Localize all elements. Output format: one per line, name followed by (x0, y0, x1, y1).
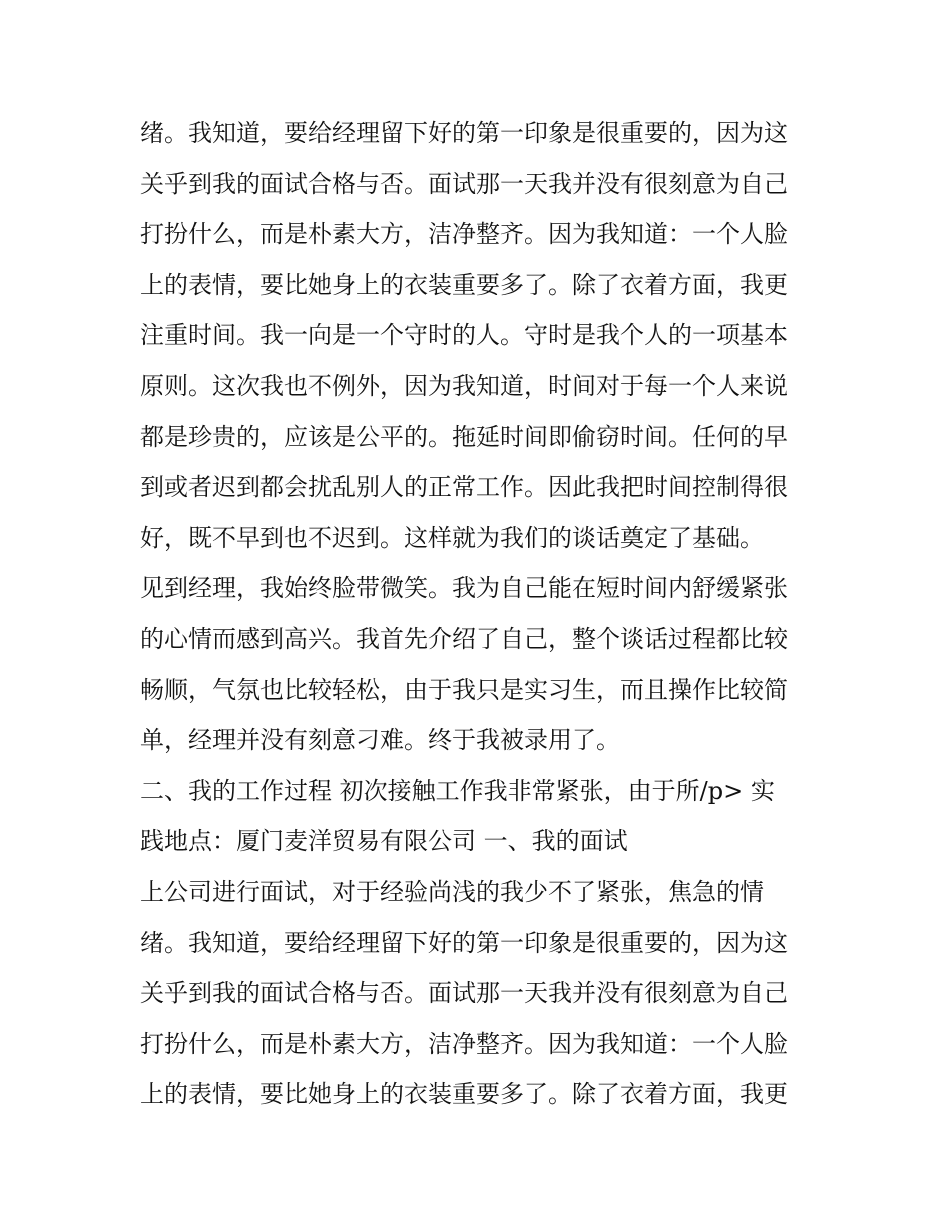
text-line-20: 上的表情，要比她身上的衣装重要多了。除了衣着方面，我更 (140, 1080, 788, 1109)
text-line-17: 绪。我知道，要给经理留下好的第一印象是很重要的，因为这 (140, 928, 788, 957)
text-line-16: 上公司进行面试，对于经验尚浅的我少不了紧张，焦急的情 (140, 877, 764, 906)
text-line-6: 原则。这次我也不例外，因为我知道，时间对于每一个人来说 (140, 371, 788, 400)
text-line-19: 打扮什么，而是朴素大方，洁净整齐。因为我知道：一个人脸 (140, 1029, 788, 1058)
text-line-13: 单，经理并没有刻意刁难。终于我被录用了。 (140, 726, 620, 755)
text-line-14: 二、我的工作过程 初次接触工作我非常紧张，由于所/p> 实 (140, 776, 775, 805)
text-line-1: 绪。我知道，要给经理留下好的第一印象是很重要的，因为这 (140, 119, 788, 147)
text-line-11: 的心情而感到高兴。我首先介绍了自己，整个谈话过程都比较 (140, 624, 788, 653)
text-line-7: 都是珍贵的，应该是公平的。拖延时间即偷窃时间。任何的早 (140, 422, 788, 451)
text-line-18: 关乎到我的面试合格与否。面试那一天我并没有很刻意为自己 (140, 979, 788, 1008)
text-line-5: 注重时间。我一向是一个守时的人。守时是我个人的一项基本 (140, 321, 788, 350)
text-line-15: 践地点：厦门麦洋贸易有限公司 一、我的面试 (140, 827, 628, 856)
document-body (140, 108, 820, 1120)
text-line-4: 上的表情，要比她身上的衣装重要多了。除了衣着方面，我更 (140, 270, 788, 299)
text-line-8: 到或者迟到都会扰乱别人的正常工作。因此我把时间控制得很 (140, 473, 788, 502)
text-line-3: 打扮什么，而是朴素大方，洁净整齐。因为我知道：一个人脸 (140, 220, 788, 249)
text-line-9: 好，既不早到也不迟到。这样就为我们的谈话奠定了基础。 (140, 523, 764, 552)
text-line-10: 见到经理，我始终脸带微笑。我为自己能在短时间内舒缓紧张 (140, 574, 788, 603)
text-line-2: 关乎到我的面试合格与否。面试那一天我并没有很刻意为自己 (140, 169, 788, 198)
text-line-12: 畅顺，气氛也比较轻松，由于我只是实习生，而且操作比较简 (140, 675, 788, 704)
